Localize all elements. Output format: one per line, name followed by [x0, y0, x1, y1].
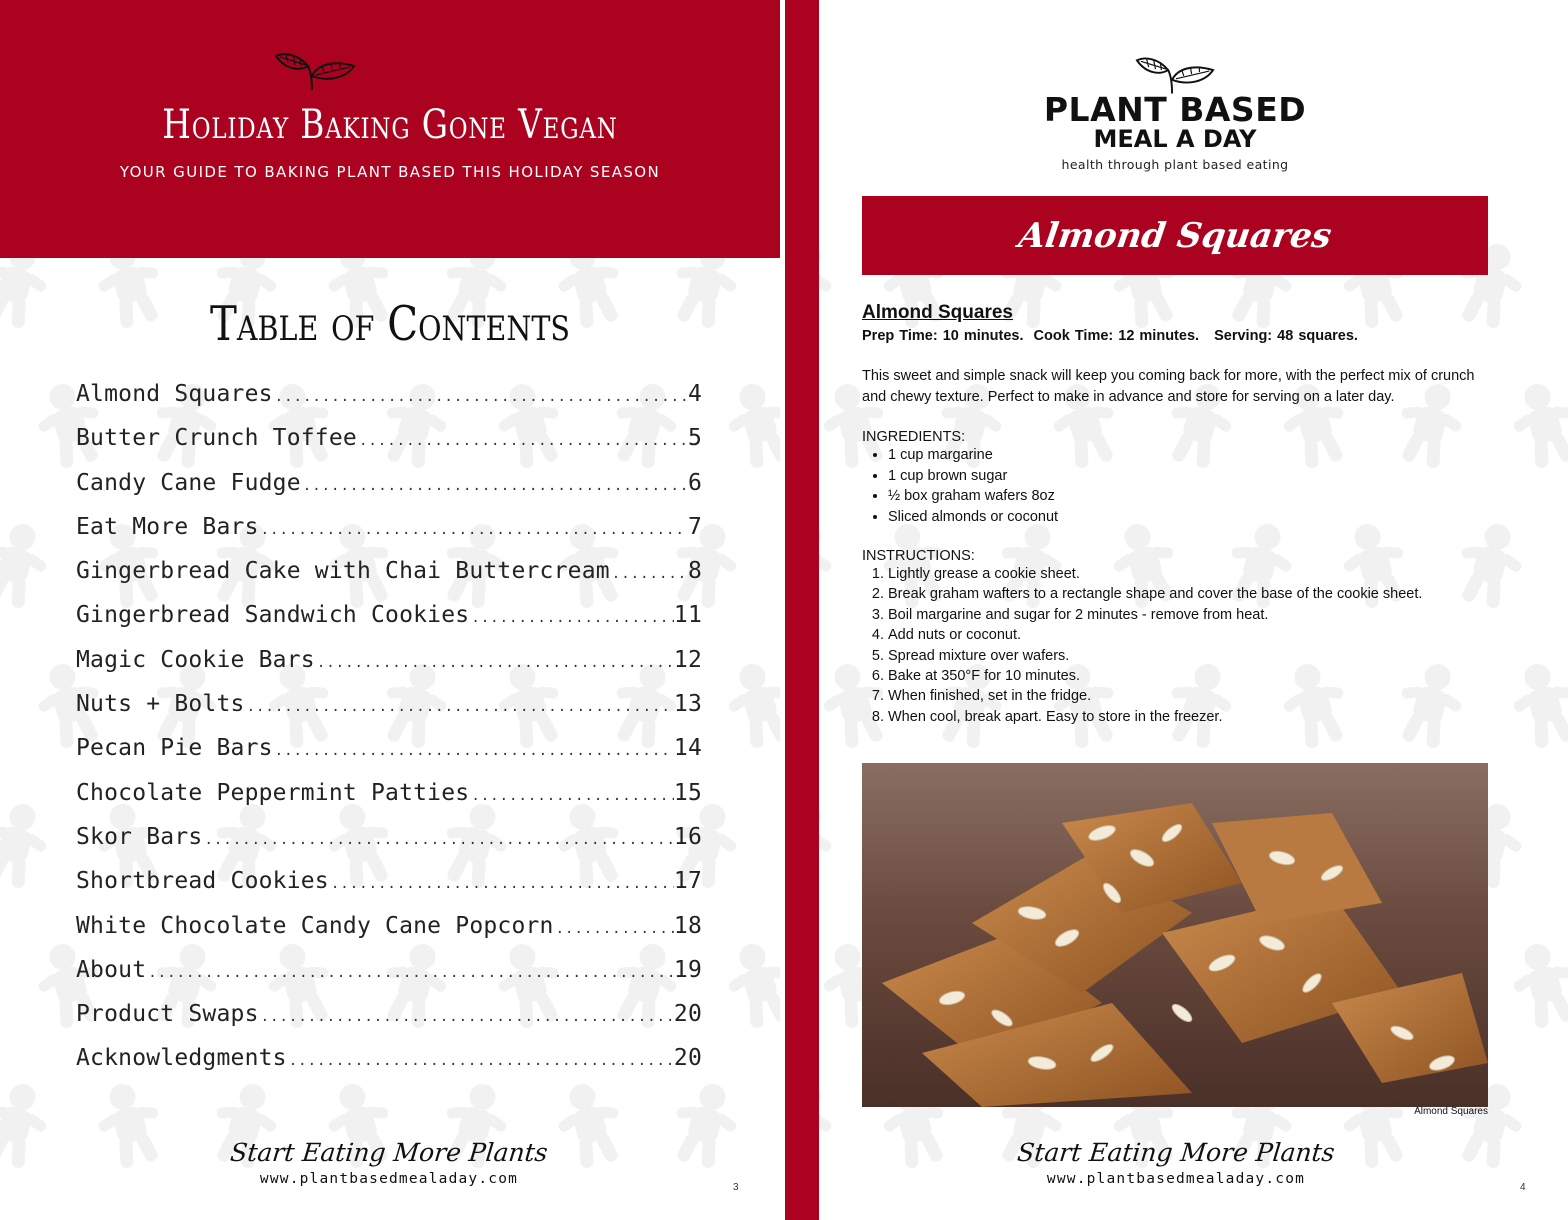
gingerbread-icon: [600, 1212, 691, 1220]
toc-leader-dots: [469, 788, 674, 804]
toc-title: About: [76, 956, 147, 983]
table-of-contents: [76, 381, 702, 1090]
toc-row[interactable]: [76, 470, 702, 514]
toc-leader-dots: [357, 433, 688, 449]
toc-page-number: 11: [673, 602, 702, 629]
gingerbread-icon: [715, 932, 780, 1037]
toc-page-number: 14: [673, 735, 702, 762]
instruction-step: 1. Lightly grease a cookie sheet.: [888, 564, 1492, 584]
brand-logo: [1015, 50, 1335, 172]
instruction-step: 7. When finished, set in the fridge.: [888, 686, 1492, 706]
toc-page-number: 12: [673, 646, 702, 673]
ingredient-item: • 1 cup margarine: [888, 445, 1492, 466]
logo-tagline: health through plant based eating: [1061, 157, 1289, 172]
toc-page-number: 7: [687, 513, 702, 540]
toc-row[interactable]: [76, 691, 702, 735]
toc-page-number: 20: [673, 1001, 702, 1028]
toc-page-number: 4: [687, 381, 702, 407]
toc-title: Gingerbread Cake with Chai Buttercream: [76, 558, 610, 585]
ingredient-item: • Sliced almonds or coconut: [888, 507, 1492, 528]
toc-leader-dots: [329, 876, 674, 892]
recipe-body: [862, 302, 1492, 727]
toc-title: Chocolate Peppermint Patties: [76, 779, 470, 806]
toc-page-number: 13: [673, 691, 702, 718]
toc-leader-dots: [259, 1009, 674, 1025]
toc-leader-dots: [315, 655, 674, 671]
footer-slogan: Start Eating More Plants: [228, 1138, 550, 1167]
toc-leader-dots: [273, 743, 674, 759]
ingredients-label: INGREDIENTS:: [862, 429, 966, 445]
almond-squares-photo: [862, 763, 1488, 1107]
toc-page-number: 8: [687, 558, 702, 585]
toc-row[interactable]: [76, 824, 702, 868]
toc-row[interactable]: [76, 647, 702, 691]
toc-row[interactable]: [76, 780, 702, 824]
toc-leader-dots: [273, 389, 688, 405]
gingerbread-icon: [1500, 932, 1568, 1037]
footer-url[interactable]: www.plantbasedmealaday.com: [259, 1171, 519, 1187]
toc-title: Acknowledgments: [76, 1045, 287, 1072]
toc-title: Pecan Pie Bars: [76, 735, 273, 762]
toc-page-number: 18: [673, 912, 702, 939]
red-edge-strip: [785, 0, 819, 1220]
toc-row[interactable]: [76, 425, 702, 469]
gingerbread-icon: [1385, 1212, 1476, 1220]
gingerbread-icon: [485, 1212, 576, 1220]
guide-title: Holiday Baking Gone Vegan: [162, 102, 618, 148]
toc-row[interactable]: [76, 735, 702, 779]
toc-row[interactable]: [76, 558, 702, 602]
gingerbread-icon: [1270, 1212, 1361, 1220]
gingerbread-icon: [0, 512, 60, 617]
toc-leader-dots: [301, 478, 688, 494]
ingredient-item: • ½ box graham wafers 8oz: [888, 486, 1492, 507]
gingerbread-icon: [370, 1212, 461, 1220]
toc-title: Candy Cane Fudge: [76, 469, 301, 496]
instruction-step: 3. Boil margarine and sugar for 2 minutes - remove from heat.: [888, 605, 1492, 625]
toc-page-number: 19: [673, 956, 702, 983]
toc-page-number: 5: [687, 425, 702, 452]
gingerbread-icon: [0, 792, 60, 897]
instruction-step: 2. Break graham wafters to a rectangle shape and cover the base of the cookie sheet.: [888, 584, 1492, 604]
toc-row[interactable]: [76, 602, 702, 646]
recipe-banner: [862, 196, 1488, 275]
gingerbread-icon: [810, 1212, 901, 1220]
almond-squares-image: [862, 763, 1488, 1107]
ingredient-item: • 1 cup brown sugar: [888, 466, 1492, 487]
gingerbread-icon: [25, 1212, 116, 1220]
logo-line-1: PLANT BASED: [1043, 90, 1307, 129]
recipe-meta: Prep Time: 10 minutes. Cook Time: 12 minutes. Serving: 48 squares.: [862, 328, 1358, 344]
photo-caption: Almond Squares: [1414, 1106, 1488, 1117]
guide-subtitle: YOUR GUIDE TO BAKING PLANT BASED THIS HOLIDAY SEASON: [119, 163, 661, 181]
toc-title: Magic Cookie Bars: [76, 646, 315, 673]
toc-heading: Table of Contents: [210, 296, 570, 352]
gingerbread-icon: [1500, 372, 1568, 477]
instructions-label: INSTRUCTIONS:: [862, 548, 975, 564]
toc-leader-dots: [245, 699, 674, 715]
page-number: 3: [733, 1182, 739, 1193]
gingerbread-icon: [925, 1212, 1016, 1220]
page-number: 4: [1520, 1182, 1526, 1193]
recipe-title: Almond Squares: [862, 302, 1013, 323]
instruction-step: 4. Add nuts or coconut.: [888, 625, 1492, 645]
toc-row[interactable]: [76, 913, 702, 957]
toc-title: Eat More Bars: [76, 513, 259, 540]
toc-row[interactable]: [76, 514, 702, 558]
toc-title: White Chocolate Candy Cane Popcorn: [76, 912, 554, 939]
toc-page-number: 17: [673, 868, 702, 895]
gingerbread-icon: [0, 1072, 60, 1177]
toc-leader-dots: [610, 566, 688, 582]
footer-slogan: Start Eating More Plants: [1015, 1138, 1337, 1167]
gingerbread-icon: [1040, 1212, 1131, 1220]
recipe-banner-title: Almond Squares: [1016, 215, 1334, 256]
toc-page-number: 20: [673, 1045, 702, 1072]
instruction-step: 6. Bake at 350°F for 10 minutes.: [888, 666, 1492, 686]
toc-title: Nuts + Bolts: [76, 691, 245, 718]
toc-leader-dots: [259, 522, 688, 538]
gingerbread-icon: [715, 372, 780, 477]
gingerbread-icon: [715, 652, 780, 757]
toc-row[interactable]: [76, 381, 702, 425]
gingerbread-icon: [1155, 1212, 1246, 1220]
toc-title: Butter Crunch Toffee: [76, 425, 357, 452]
sprout-leaf-icon: [274, 46, 356, 92]
toc-title: Skor Bars: [76, 823, 203, 850]
gingerbread-icon: [140, 1212, 231, 1220]
gingerbread-icon: [255, 1212, 346, 1220]
footer-url[interactable]: www.plantbasedmealaday.com: [1046, 1171, 1306, 1187]
recipe-description: This sweet and simple snack will keep you coming back for more, with the perfect mix of crunch and chewy texture. Perfect to make in advance and store for serving on a later day.: [862, 368, 1475, 405]
guide-header-banner: [0, 0, 780, 258]
toc-leader-dots: [469, 610, 674, 626]
instruction-step: 8. When cool, break apart. Easy to store in the freezer.: [888, 707, 1492, 727]
toc-leader-dots: [202, 832, 673, 848]
toc-row[interactable]: [76, 957, 702, 1001]
toc-leader-dots: [554, 921, 674, 937]
toc-leader-dots: [287, 1053, 674, 1069]
instruction-step: 5. Spread mixture over wafers.: [888, 646, 1492, 666]
toc-title: Shortbread Cookies: [76, 868, 329, 895]
toc-row[interactable]: [76, 1001, 702, 1045]
instructions-list: [862, 564, 1492, 727]
toc-page-number: 16: [673, 823, 702, 850]
ingredients-list: [862, 445, 1492, 527]
gingerbread-icon: [1500, 1212, 1568, 1220]
right-page: [785, 0, 1568, 1220]
gingerbread-icon: [1500, 652, 1568, 757]
toc-title: Gingerbread Sandwich Cookies: [76, 602, 470, 629]
toc-leader-dots: [146, 965, 674, 981]
left-footer: [214, 1138, 564, 1187]
right-footer: [1001, 1138, 1351, 1187]
toc-title: Product Swaps: [76, 1001, 259, 1028]
gingerbread-icon: [715, 1212, 780, 1220]
toc-page-number: 6: [687, 469, 702, 496]
logo-line-2: MEAL A DAY: [1093, 125, 1257, 153]
toc-row[interactable]: [76, 1045, 702, 1089]
toc-title: Almond Squares: [76, 381, 273, 407]
toc-page-number: 15: [673, 779, 702, 806]
left-page: [0, 0, 780, 1220]
toc-row[interactable]: [76, 868, 702, 912]
